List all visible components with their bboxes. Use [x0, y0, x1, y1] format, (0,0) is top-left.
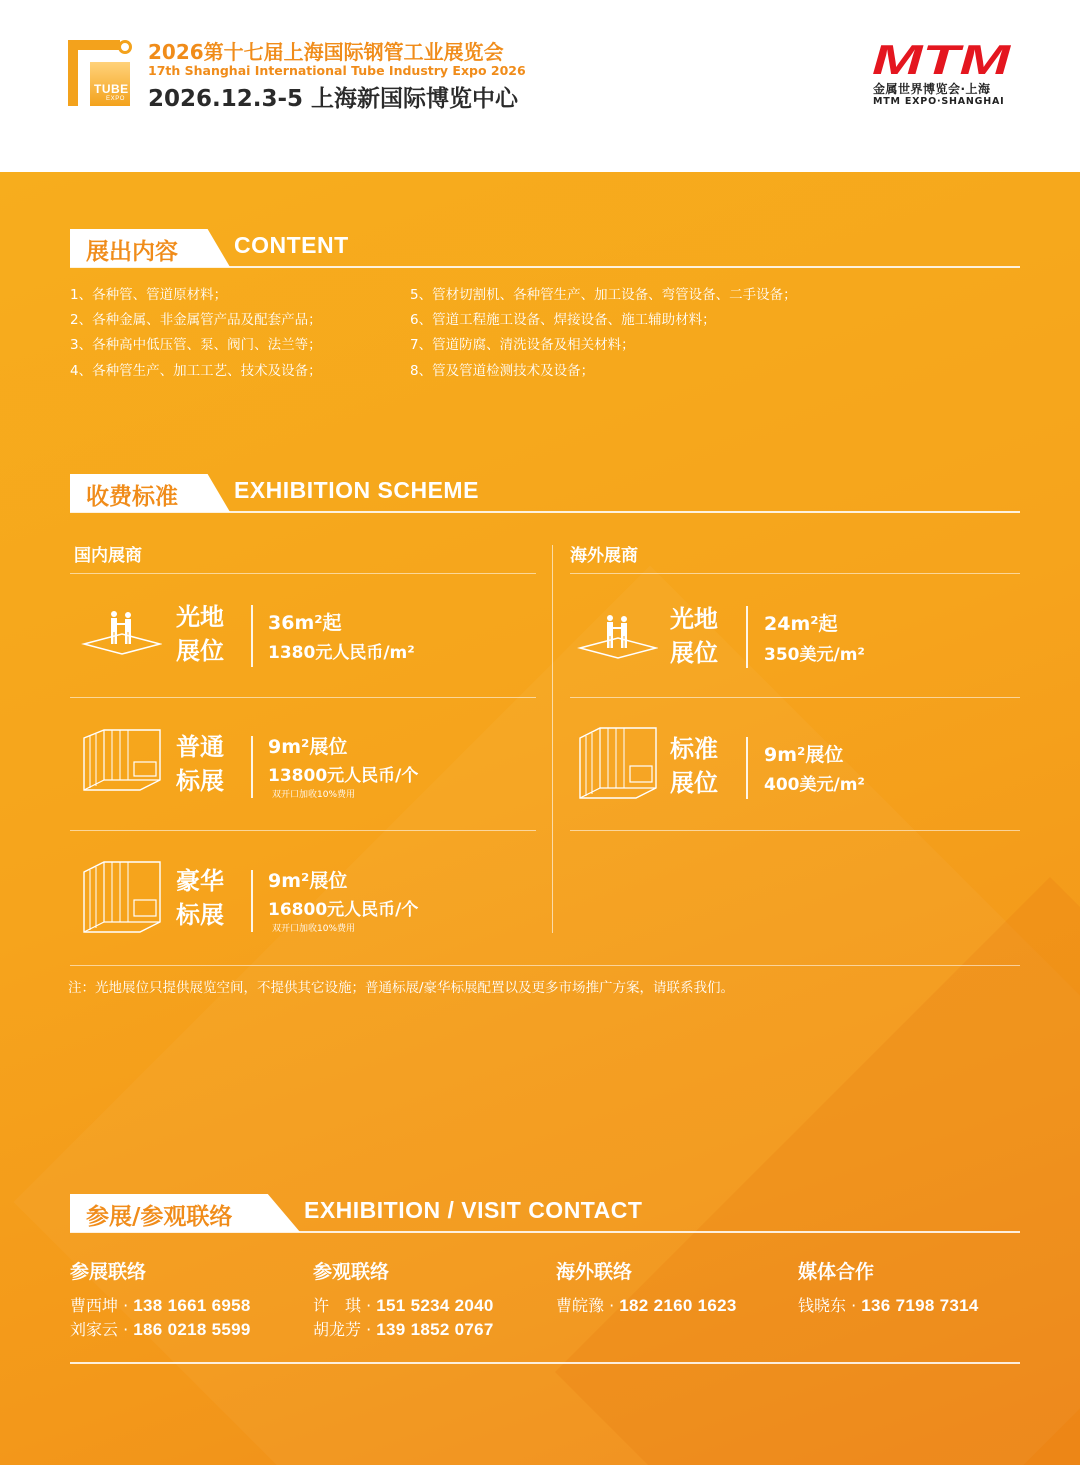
- booth-price: 400美元/m²: [764, 775, 865, 795]
- content-item: 6、管道工程施工设备、焊接设备、施工辅助材料；: [410, 312, 716, 328]
- logo-word: TUBE: [94, 82, 129, 96]
- organizer-logo-word: MTM: [872, 38, 1012, 78]
- divider: [70, 965, 1020, 966]
- content-item: 2、各种金属、非金属管产品及配套产品；: [70, 312, 322, 328]
- contact-group-heading: 参观联络: [313, 1261, 390, 1283]
- booth-price-area: 9m²展位: [268, 870, 348, 892]
- divider: [70, 573, 536, 574]
- phone-number[interactable]: 151 5234 2040: [376, 1296, 494, 1315]
- content-item: 1、各种管、管道原材料；: [70, 287, 228, 303]
- column-divider: [552, 545, 553, 933]
- booth-type-name: 标准 展位: [670, 735, 718, 797]
- divider: [570, 830, 1020, 831]
- phone-number[interactable]: 182 2160 1623: [619, 1296, 737, 1315]
- contact-group-heading: 媒体合作: [798, 1261, 875, 1283]
- divider: [570, 697, 1020, 698]
- content-item: 7、管道防腐、清洗设备及相关材料；: [410, 337, 635, 353]
- header: [0, 0, 1080, 172]
- booth-type-name: 光地 展位: [176, 603, 224, 665]
- phone-number[interactable]: 138 1661 6958: [133, 1296, 251, 1315]
- divider: [70, 830, 536, 831]
- tube-expo-logo: [68, 40, 134, 106]
- separator: [251, 605, 253, 667]
- content-rule: [70, 266, 1020, 268]
- content-title-cn: 展出内容: [86, 239, 178, 265]
- contact-entry: 钱晓东 · 136 7198 7314: [798, 1296, 979, 1315]
- booth-price-note: 双开口加收10%费用: [272, 924, 356, 934]
- booth-price-area: 24m²起: [764, 613, 838, 635]
- contact-rule: [70, 1231, 1020, 1233]
- booth-icon: [82, 860, 162, 934]
- domestic-heading: 国内展商: [74, 546, 142, 566]
- booth-price-note: 双开口加收10%费用: [272, 790, 356, 800]
- contact-group-heading: 参展联络: [70, 1261, 147, 1283]
- booth-type-name: 豪华 标展: [176, 867, 224, 929]
- separator: [251, 736, 253, 798]
- divider: [70, 697, 536, 698]
- content-item: 4、各种管生产、加工工艺、技术及设备；: [70, 363, 322, 379]
- expo-title-cn: 2026第十七届上海国际钢管工业展览会: [148, 40, 504, 64]
- scheme-title-cn: 收费标准: [86, 484, 178, 510]
- scheme-rule: [70, 511, 1020, 513]
- separator: [746, 737, 748, 799]
- booth-price: 350美元/m²: [764, 645, 865, 665]
- scheme-note: 注：光地展位只提供展览空间，不提供其它设施；普通标展/豪华标展配置以及更多市场推广方案，请联系我们。: [68, 980, 735, 996]
- mtm-logo-icon: [872, 38, 1012, 78]
- content-item: 5、管材切割机、各种管生产、加工设备、弯管设备、二手设备；: [410, 287, 797, 303]
- contact-title-cn: 参展/参观联络: [86, 1204, 233, 1230]
- contact-entry: 许 琪 · 151 5234 2040: [313, 1296, 494, 1315]
- expo-date-venue: 2026.12.3-5 上海新国际博览中心: [148, 86, 519, 112]
- footer-rule: [70, 1362, 1020, 1364]
- content-item: 3、各种高中低压管、泵、阀门、法兰等；: [70, 337, 322, 353]
- contact-entry: 曹皖豫 · 182 2160 1623: [556, 1296, 737, 1315]
- organizer-name-en: MTM EXPO·SHANGHAI: [873, 96, 1005, 107]
- separator: [746, 606, 748, 668]
- booth-icon: [578, 726, 658, 800]
- phone-number[interactable]: 139 1852 0767: [376, 1320, 494, 1339]
- contact-title-en: EXHIBITION / VISIT CONTACT: [304, 1197, 643, 1223]
- contact-entry: 胡龙芳 · 139 1852 0767: [313, 1320, 494, 1339]
- booth-price-area: 9m²展位: [268, 736, 348, 758]
- contact-entry: 曹西坤 · 138 1661 6958: [70, 1296, 251, 1315]
- booth-price: 13800元人民币/个: [268, 766, 419, 786]
- booth-icon: [82, 728, 162, 792]
- raw-space-icon: [80, 606, 162, 656]
- content-title-en: CONTENT: [234, 232, 349, 258]
- expo-title-en: 17th Shanghai International Tube Industry Expo 2026: [148, 63, 526, 78]
- divider: [570, 573, 1020, 574]
- scheme-title-en: EXHIBITION SCHEME: [234, 477, 479, 503]
- logo-sub: EXPO: [106, 96, 126, 102]
- phone-number[interactable]: 186 0218 5599: [133, 1320, 251, 1339]
- booth-price-area: 36m²起: [268, 612, 342, 634]
- booth-type-name: 普通 标展: [176, 733, 224, 795]
- organizer-name-cn: 金属世界博览会·上海: [873, 82, 991, 96]
- booth-price-area: 9m²展位: [764, 744, 844, 766]
- contact-entry: 刘家云 · 186 0218 5599: [70, 1320, 251, 1339]
- content-item: 8、管及管道检测技术及设备；: [410, 363, 595, 379]
- booth-price: 16800元人民币/个: [268, 900, 419, 920]
- separator: [251, 870, 253, 932]
- booth-type-name: 光地 展位: [670, 605, 718, 667]
- contact-group-heading: 海外联络: [556, 1261, 633, 1283]
- overseas-heading: 海外展商: [570, 546, 638, 566]
- raw-space-icon: [576, 610, 658, 660]
- phone-number[interactable]: 136 7198 7314: [861, 1296, 979, 1315]
- booth-price: 1380元人民币/m²: [268, 643, 415, 663]
